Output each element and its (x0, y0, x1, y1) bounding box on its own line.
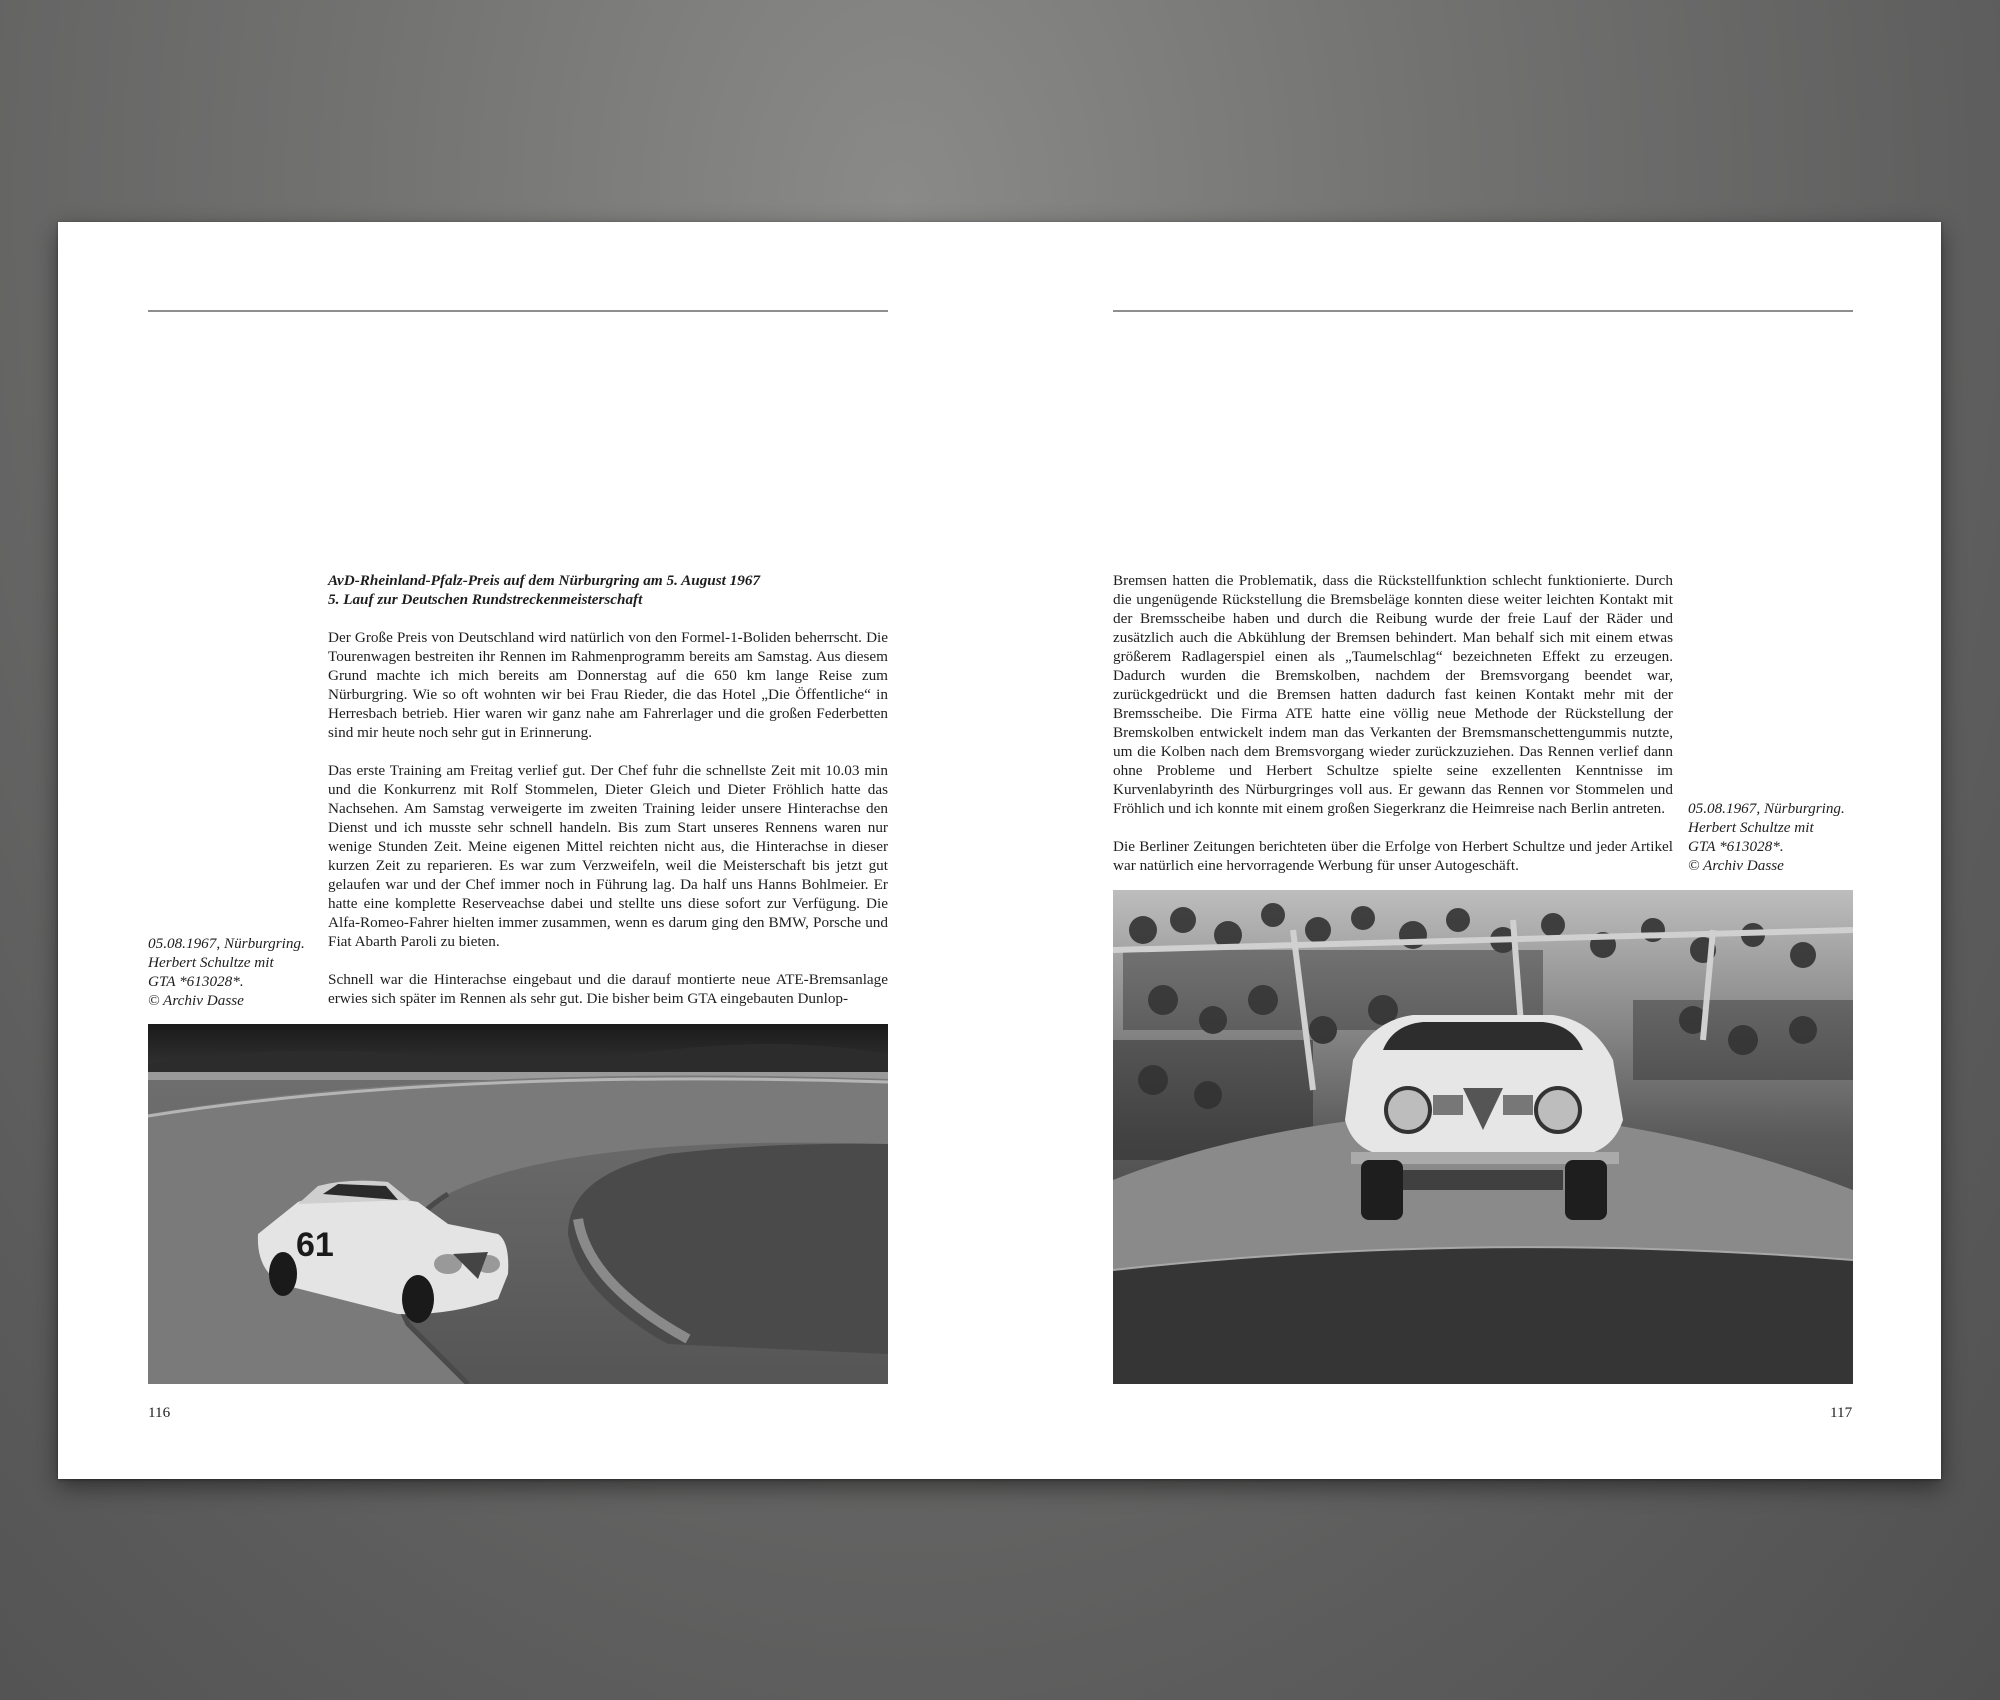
race-car-banking-photo (148, 1024, 888, 1384)
paragraph: Der Große Preis von Deutschland wird natürlich von den Formel-1-Boliden beherrscht. Die Tourenwagen bestreiten ihr Rennen im Rahmenprogramm bereits am Samstag. Aus diesem Grund machte ich mich bereits am Donnerstag auf die 650 km lange Reise zum Nürburgring. Wie so oft wohnten wir bei Frau Rieder, die das Hotel „Die Öffentliche“ in Herresbach betrieb. Hier waren wir ganz nahe am Fahrerlager und die großen Federbetten sind mir heute noch sehr gut in Erinnerung. (328, 629, 888, 741)
chapter-heading (328, 571, 888, 609)
caption-line: Herbert Schultze mit (1688, 819, 1814, 836)
heading-line-2: 5. Lauf zur Deutschen Rundstreckenmeisterschaft (328, 591, 643, 608)
caption-line: Herbert Schultze mit (148, 954, 274, 971)
page-number-right: 117 (1830, 1404, 1853, 1421)
page-number-left: 116 (148, 1404, 171, 1421)
caption-line: © Archiv Dasse (1688, 857, 1784, 874)
left-photo-caption (148, 934, 318, 1010)
caption-line: 05.08.1967, Nürburgring. (148, 935, 305, 952)
race-number: 61 (296, 1226, 334, 1264)
left-page-text (328, 571, 888, 1027)
race-car (1345, 1015, 1623, 1220)
right-photo (1113, 890, 1853, 1384)
book-spread (58, 222, 1941, 1479)
right-header-rule (1113, 310, 1853, 312)
caption-line: © Archiv Dasse (148, 992, 244, 1009)
left-header-rule (148, 310, 888, 312)
caption-line: GTA *613028*. (148, 973, 244, 990)
right-page-text (1113, 571, 1673, 894)
paragraph: Schnell war die Hinterachse eingebaut und die darauf montierte neue ATE-Bremsanlage erwies sich später im Rennen als sehr gut. Die bisher beim GTA eingebauten Dunlop- (328, 971, 888, 1007)
heading-line-1: AvD-Rheinland-Pfalz-Preis auf dem Nürburgring am 5. August 1967 (328, 572, 761, 589)
race-car-jump-photo (1113, 890, 1853, 1384)
caption-line: GTA *613028*. (1688, 838, 1784, 855)
paragraph: Die Berliner Zeitungen berichteten über die Erfolge von Herbert Schultze und jeder Artikel war natürlich eine hervorragende Werbung für unser Autogeschäft. (1113, 838, 1673, 874)
left-photo (148, 1024, 888, 1384)
paragraph: Bremsen hatten die Problematik, dass die Rückstellfunktion schlecht funktionierte. Durch die ungenügende Rückstellung die Bremsbeläge konnten diese weiter leichten Kontakt mit der Bremsscheibe haben und durch die Reibung wurde der freie Lauf der Räder und zusätzlich auch die Abkühlung der Bremsen behindert. Man behalf sich mit einem etwas größerem Radlagerspiel einen als „Taumelschlag“ bezeichneten Effekt zu erzeugen. Dadurch wurden die Bremskolben, nachdem der Bremsvorgang beendet war, zurückgedrückt und die Bremsen hatten dadurch fast keinen Kontakt mehr mit der Bremsscheibe. Die Firma ATE hatte eine völlig neue Methode der Rückstellung der Bremskolben entwickelt indem man das Verkanten der Bremsmanschettengummis nutzte, um die Kolben nach dem Bremsvorgang wieder zurückzuziehen. Das Rennen verlief dann ohne Probleme und Herbert Schultze spielte seine exzellenten Kenntnisse im Kurvenlabyrinth des Nürburgringes voll aus. Er gewann das Rennen vor Stommelen und Fröhlich und ich konnte mit einem großen Siegerkranz die Heimreise nach Berlin antreten. (1113, 572, 1673, 817)
paragraph: Das erste Training am Freitag verlief gut. Der Chef fuhr die schnellste Zeit mit 10.03 min und die Konkurrenz mit Rolf Stommelen, Dieter Gleich und Dieter Fröhlich hatte das Nachsehen. Am Samstag verweigerte im zweiten Training leider unsere Hinterachse den Dienst und ich musste sehr schnell handeln. Bis zum Start unseres Rennens waren nur wenige Stunden Zeit. Meine eigenen Mittel reichten nicht aus, die Hinterachse in dieser kurzen Zeit zu reparieren. Es war zum Verzweifeln, weil die Meisterschaft bis jetzt gut gelaufen war und der Chef immer noch in Führung lag. Da half uns Hanns Bohlmeier. Er hatte eine komplette Reserveachse dabei und stellte uns diese sofort zur Verfügung. Die Alfa-Romeo-Fahrer hielten immer zusammen, wenn es darum ging den BMW, Porsche und Fiat Abarth Paroli zu bieten. (328, 762, 888, 950)
caption-line: 05.08.1967, Nürburgring. (1688, 800, 1845, 817)
right-photo-caption (1688, 799, 1858, 875)
